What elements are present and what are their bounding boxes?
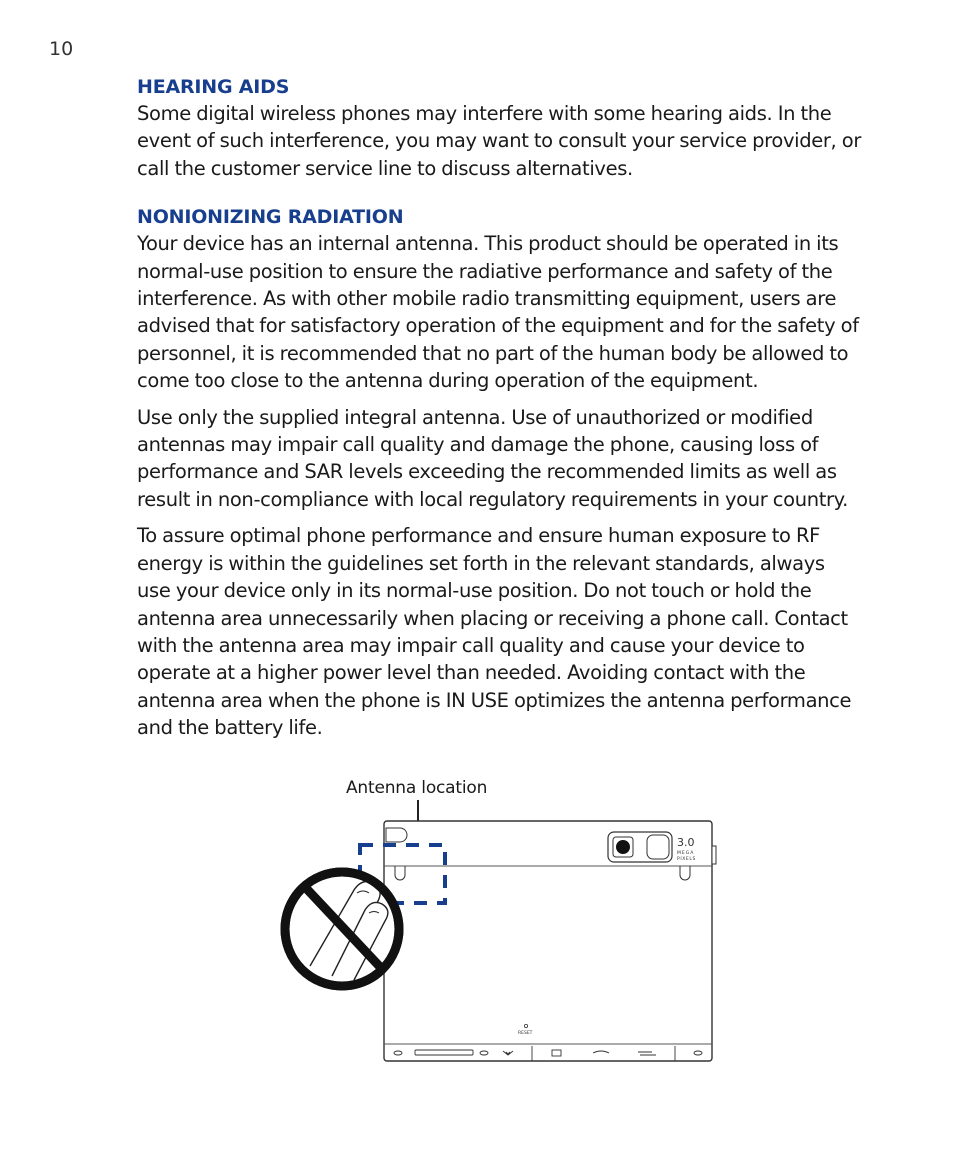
section-heading-hearing-aids: HEARING AIDS <box>137 76 290 98</box>
camera-module <box>608 832 696 862</box>
paragraph-integral-antenna: Use only the supplied integral antenna. Use of unauthorized or modified antennas may impair call quality and damage the phone, causing loss of performance and SAR levels exceeding the recommended limits as well as result in non-compliance with local regulatory requirements in your country. <box>137 405 848 511</box>
document-body <box>137 76 861 751</box>
reset-label: RESET <box>518 1031 533 1036</box>
paragraph-optimal-performance: To assure optimal phone performance and ensure human exposure to RF energy is within the guidelines set forth in the relevant standards, always use your device only in its normal-use position. Do not touch or hold the antenna area unnecessarily when placing or receiving a phone call. Contact with the antenna area may impair call quality and cause your device to operate at a higher power level than needed. Avoiding contact with the antenna area when the phone is IN USE optimizes the antenna performance and the battery life. <box>137 524 852 740</box>
section-heading-nonionizing-radiation: NONIONIZING RADIATION <box>137 206 404 229</box>
figure-caption-antenna-location: Antenna location <box>346 778 488 798</box>
camera-pixels-label: PIXELS <box>677 857 696 862</box>
antenna-location-figure <box>270 770 740 1070</box>
paragraph-internal-antenna: Your device has an internal antenna. This product should be operated in its normal-use position to ensure the radiative performance and safety of the interference. As with other mobile radio transmitting equipment, users are advised that for satisfactory operation of the equipment and for the safety of personnel, it is recommended that no part of the human body be allowed to come too close to the antenna during operation of the equipment. <box>137 232 859 393</box>
paragraph-hearing-aids: Some digital wireless phones may interfere with some hearing aids. In the event of such interference, you may want to consult your service provider, or call the customer service line to discuss alternatives. <box>137 102 861 180</box>
camera-megapixel-label: 3.0 <box>677 836 695 849</box>
camera-mega-label: MEGA <box>677 851 695 856</box>
page-number: 10 <box>49 38 74 60</box>
device-illustration <box>270 770 740 1070</box>
no-touch-sign-icon <box>285 872 399 986</box>
camera-lens-icon <box>616 840 630 854</box>
